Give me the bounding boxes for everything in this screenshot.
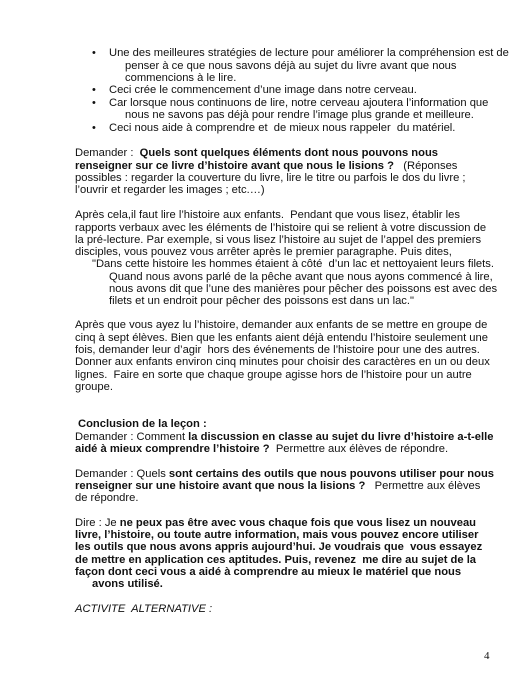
conclusion-heading: Conclusion de la leçon : [78,418,207,430]
para-groups-line-4: Donner aux enfants environ cinq minutes pour choisir des caractères en un ou deux [75,356,490,368]
quote-line-3: nous avons dit que l’une des manières pour pêcher des poissons est avec des [109,283,498,295]
bullet-dot: • [92,97,96,109]
question-1-line-1 [75,147,438,160]
quote-line-4: filets et un endroit pour pêcher des poissons est dans un lac." [109,295,414,307]
quote-line-1: "Dans cette histoire les hommes étaient à côté d’un lac et nettoyaient leurs filets. [92,258,494,270]
question-1-rest: (Réponses [393,160,458,172]
para-groups-line-3: fois, demander leur d’agir hors des événements de l’histoire pour une des autres. [75,344,480,356]
question-1-line-4: l’ouvrir et regarder les images ; etc.…) [75,184,265,196]
para-groups-line-5: lignes. Faire en sorte que chaque groupe agisse hors de l’histoire pour un autre [75,369,472,381]
bullet-1-line-3: commencions à le lire. [125,72,237,84]
bullet-dot: • [92,122,96,134]
bullet-4-line-1: Ceci nous aide à comprendre et de mieux nous rappeler du matériel. [109,122,456,134]
conclusion-q1-rest: Permettre aux élèves de répondre. [269,443,449,455]
conclusion-q2-bold-b: renseigner sur une histoire avant que nous la lisions ? [75,480,366,492]
conclusion-q1-bold-a: la discussion en classe au sujet du livre d’histoire a-t-elle [188,431,494,443]
bullet-dot: • [92,84,96,96]
conclusion-q1-lead: Demander : Comment [75,431,189,443]
bullet-dot: • [92,47,96,59]
bullet-2-line-1: Ceci crée le commencement d’une image dans notre cerveau. [109,84,417,96]
dire-line-5: façon dont ceci vous a aidé à comprendre au mieux le matériel que nous [75,566,462,578]
dire-line-2: livre, l’histoire, ou toute autre information, mais vous pouvez encore utiliser [75,529,479,541]
dire-line-6: avons utilisé. [92,578,163,590]
para-groups-line-6: groupe. [75,381,113,393]
para-groups-line-1: Après que vous ayez lu l’histoire, demander aux enfants de se mettre en groupe de [75,319,488,331]
conclusion-q1-line-2 [75,443,448,456]
conclusion-q1-bold-b: aidé à mieux comprendre l’histoire ? [75,443,270,455]
para-after-line-2: rapports verbaux avec les éléments de l’histoire qui se relient à votre discussion de [75,222,487,234]
dire-bold-a: ne peux pas être avec vous chaque fois que vous lisez un nouveau [119,517,477,529]
question-1-lead: Demander : [75,147,137,159]
quote-line-2: Quand nous avons parlé de la pêche avant que nous ayons commencé à lire, [109,271,493,283]
para-after-line-4: disciples, vous pouvez vous arrêter après le premier paragraphe. Puis dites, [75,246,452,258]
conclusion-q2-bold-a: sont certains des outils que nous pouvons utiliser pour nous [168,468,494,480]
question-1-bold-b: renseigner sur ce livre d’histoire avant que nous le lisions ? [75,160,394,172]
bullet-3-line-2: nous ne savons pas déjà pour rendre l’image plus grande et meilleure. [125,109,474,121]
bullet-1-line-2: penser à ce que nous savons déjà au sujet du livre avant que nous [125,60,457,72]
question-1-line-3: possibles : regarder la couverture du livre, lire le titre ou parfois le dos du livre ; [75,172,466,184]
conclusion-q2-line-3: de répondre. [75,492,139,504]
conclusion-q2-lead: Demander : Quels [75,468,169,480]
dire-lead: Dire : Je [75,517,120,529]
para-after-line-3: la pré-lecture. Par exemple, si vous lisez l’histoire au sujet de l’appel des premiers [75,234,482,246]
dire-line-4: de mettre en application ces aptitudes. Puis, revenez me dire au sujet de la [75,554,477,566]
page-number: 4 [484,650,490,662]
para-groups-line-2: cinq à sept élèves. Bien que les enfants aient déjà entendu l’histoire seulement une [75,332,488,344]
bullet-1-line-1: Une des meilleures stratégies de lecture pour améliorer la compréhension est de [109,47,509,59]
bullet-3-line-1: Car lorsque nous continuons de lire, notre cerveau ajoutera l’information que [109,97,489,109]
dire-line-3: les outils que nous avons appris aujourd’hui. Je voudrais que vous essayez [75,541,483,553]
para-after-line-1: Après cela,il faut lire l’histoire aux enfants. Pendant que vous lisez, établir les [75,209,460,221]
alternative-heading: ACTIVITE ALTERNATIVE : [75,603,213,615]
question-1-bold-a: Quels sont quelques éléments dont nous pouvons nous [139,147,439,159]
conclusion-q2-rest: Permettre aux élèves [365,480,481,492]
